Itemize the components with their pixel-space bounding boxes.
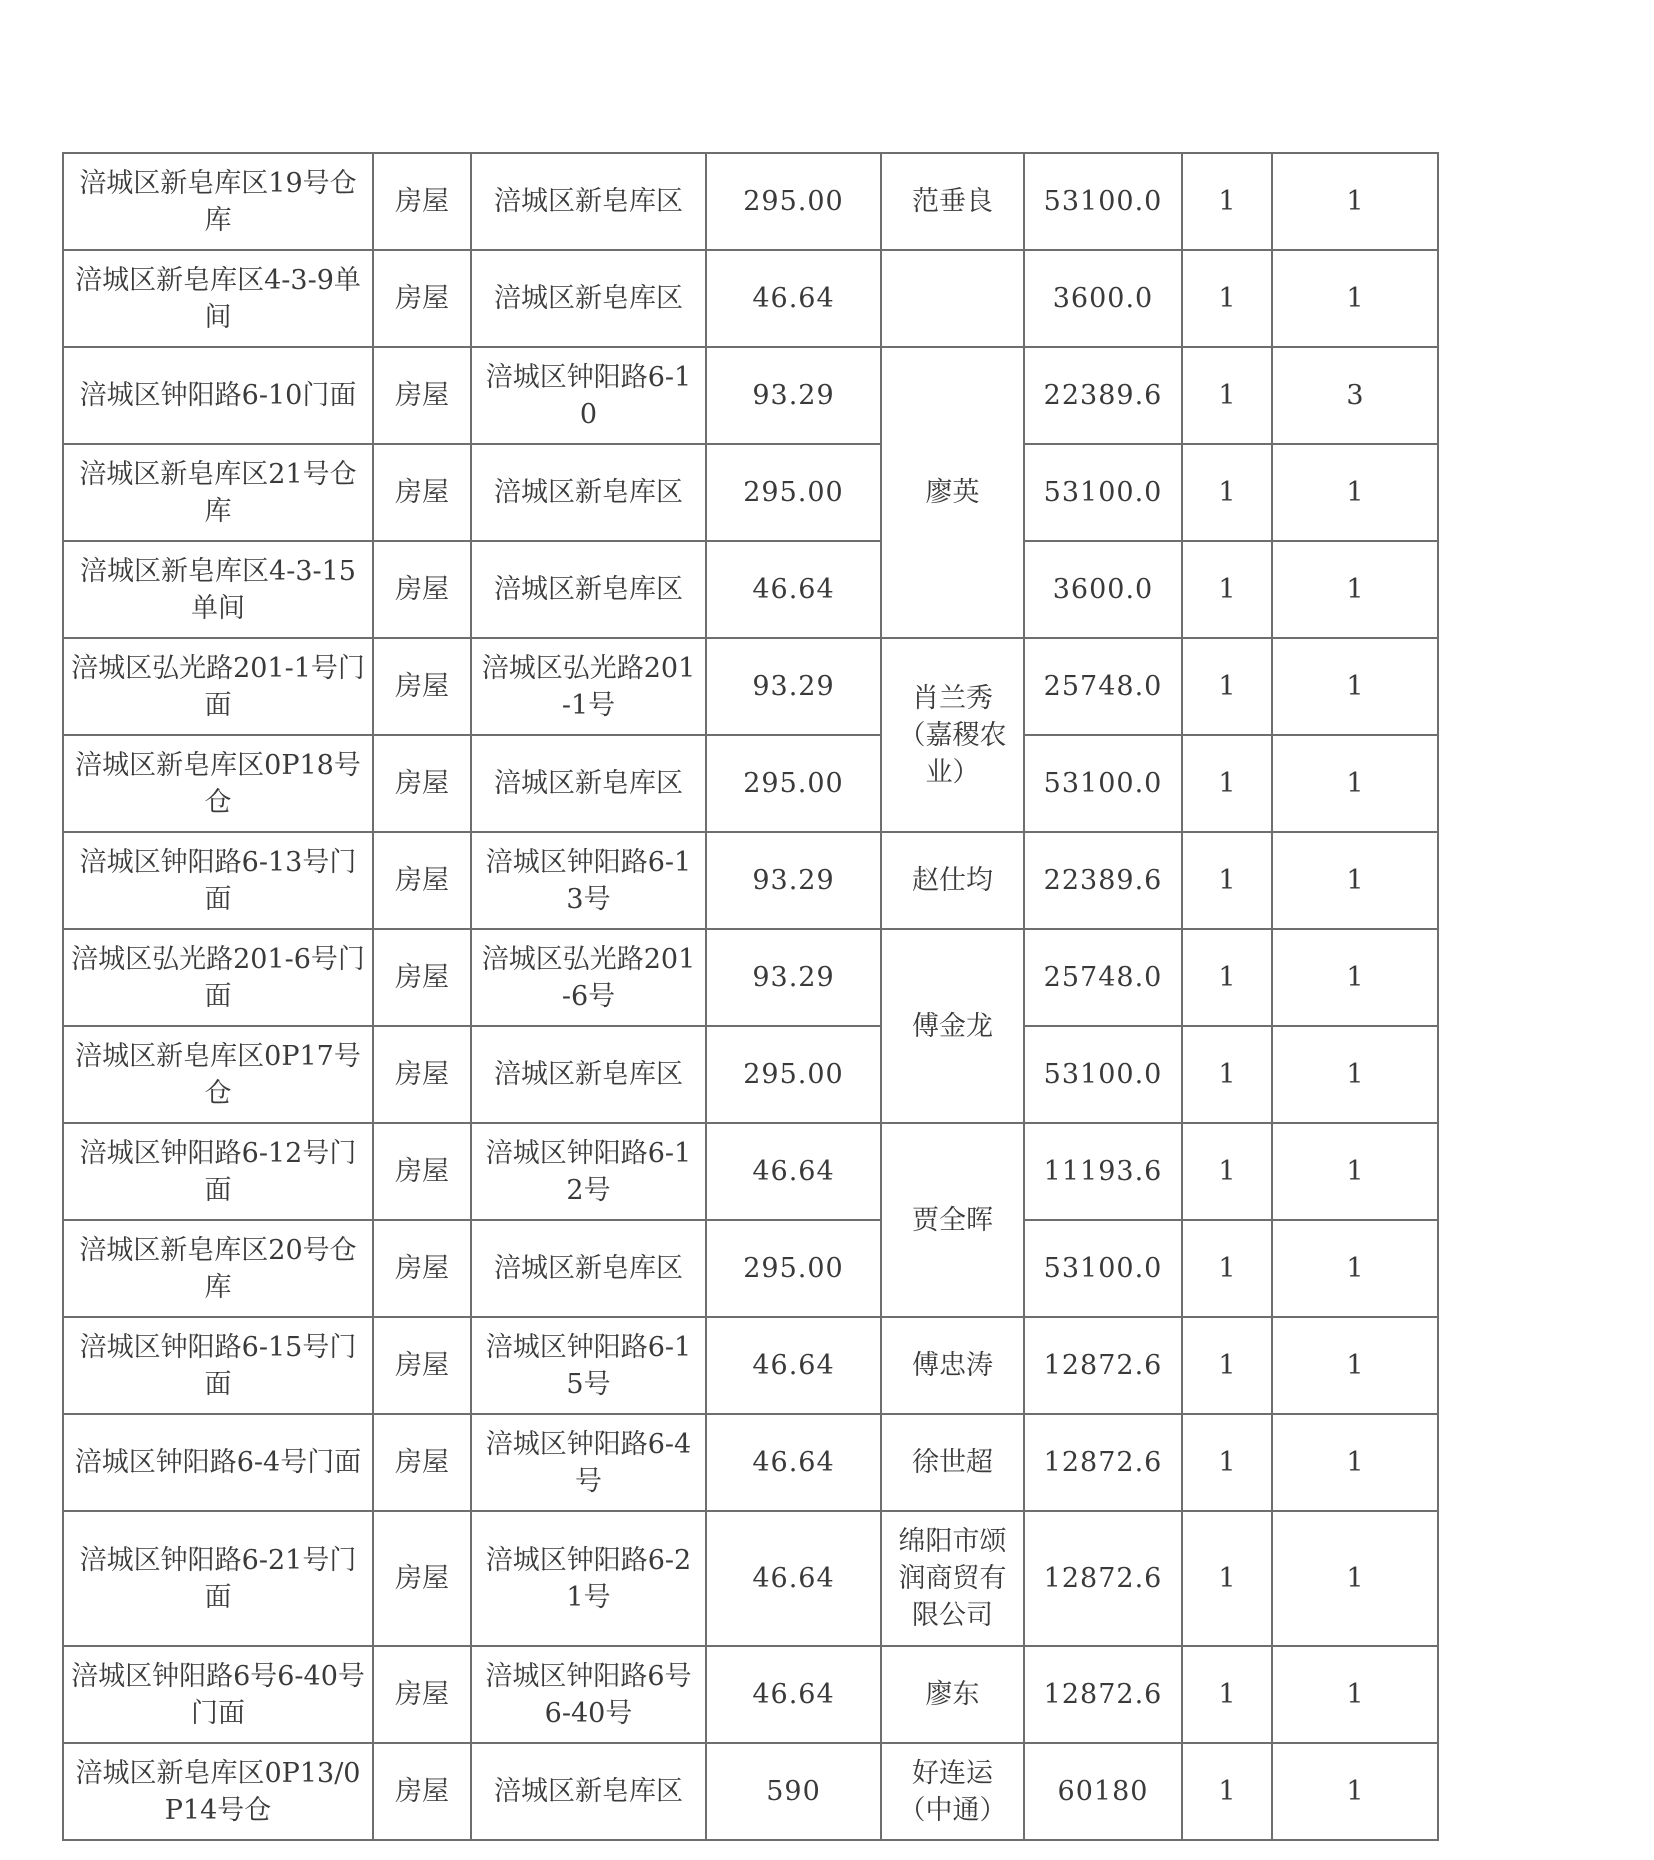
count-cell: 1 [1182,735,1272,832]
months-cell: 1 [1272,153,1438,250]
lessee-cell-empty [881,250,1024,347]
area-cell: 93.29 [706,347,881,444]
property-location-cell: 涪城区新皂库区 [471,735,706,832]
area-cell: 46.64 [706,1123,881,1220]
count-cell: 1 [1182,153,1272,250]
months-cell: 1 [1272,541,1438,638]
lessee-cell: 廖东 [881,1646,1024,1743]
table-row [63,1646,1438,1743]
property-type-cell: 房屋 [373,1220,471,1317]
property-type-cell: 房屋 [373,250,471,347]
area-cell: 46.64 [706,250,881,347]
table-row [63,1026,1438,1123]
count-cell: 1 [1182,1123,1272,1220]
table-row [63,1220,1438,1317]
area-cell: 93.29 [706,929,881,1026]
months-cell: 1 [1272,1414,1438,1511]
property-type-cell: 房屋 [373,735,471,832]
table-row [63,250,1438,347]
lessee-cell: 赵仕均 [881,832,1024,929]
count-cell: 1 [1182,1646,1272,1743]
table-row [63,347,1438,444]
table-row [63,929,1438,1026]
property-type-cell: 房屋 [373,1026,471,1123]
value-cell: 53100.0 [1024,1026,1182,1123]
property-name-cell: 涪城区钟阳路6号6-40号门面 [63,1646,373,1743]
property-location-cell: 涪城区钟阳路6-13号 [471,832,706,929]
property-type-cell: 房屋 [373,541,471,638]
months-cell: 1 [1272,1646,1438,1743]
months-cell: 1 [1272,1511,1438,1646]
property-type-cell: 房屋 [373,153,471,250]
property-type-cell: 房屋 [373,1317,471,1414]
property-name-cell: 涪城区钟阳路6-12号门面 [63,1123,373,1220]
value-cell: 53100.0 [1024,735,1182,832]
property-type-cell: 房屋 [373,1414,471,1511]
property-lease-table [62,152,1439,1841]
value-cell: 60180 [1024,1743,1182,1840]
area-cell: 93.29 [706,832,881,929]
property-name-cell: 涪城区钟阳路6-13号门面 [63,832,373,929]
property-location-cell: 涪城区钟阳路6-10 [471,347,706,444]
area-cell: 295.00 [706,444,881,541]
value-cell: 12872.6 [1024,1317,1182,1414]
table-row [63,1743,1438,1840]
property-location-cell: 涪城区新皂库区 [471,444,706,541]
property-name-cell: 涪城区新皂库区0P17号仓 [63,1026,373,1123]
property-name-cell: 涪城区新皂库区0P13/0P14号仓 [63,1743,373,1840]
count-cell: 1 [1182,638,1272,735]
lessee-cell: 廖英 [881,347,1024,638]
area-cell: 93.29 [706,638,881,735]
property-type-cell: 房屋 [373,1511,471,1646]
value-cell: 22389.6 [1024,347,1182,444]
count-cell: 1 [1182,1743,1272,1840]
area-cell: 46.64 [706,1511,881,1646]
property-type-cell: 房屋 [373,638,471,735]
property-name-cell: 涪城区钟阳路6-15号门面 [63,1317,373,1414]
table-row [63,153,1438,250]
table-row [63,444,1438,541]
count-cell: 1 [1182,1414,1272,1511]
area-cell: 590 [706,1743,881,1840]
property-type-cell: 房屋 [373,1123,471,1220]
value-cell: 53100.0 [1024,444,1182,541]
table-row [63,735,1438,832]
table-row [63,1414,1438,1511]
count-cell: 1 [1182,444,1272,541]
count-cell: 1 [1182,929,1272,1026]
property-location-cell: 涪城区新皂库区 [471,1026,706,1123]
property-location-cell: 涪城区弘光路201-6号 [471,929,706,1026]
table-row [63,1317,1438,1414]
value-cell: 25748.0 [1024,638,1182,735]
table-row [63,832,1438,929]
value-cell: 53100.0 [1024,1220,1182,1317]
value-cell: 12872.6 [1024,1511,1182,1646]
property-name-cell: 涪城区钟阳路6-4号门面 [63,1414,373,1511]
months-cell: 1 [1272,1123,1438,1220]
property-type-cell: 房屋 [373,347,471,444]
area-cell: 295.00 [706,1220,881,1317]
lessee-cell: 傅忠涛 [881,1317,1024,1414]
area-cell: 46.64 [706,1646,881,1743]
count-cell: 1 [1182,250,1272,347]
value-cell: 12872.6 [1024,1646,1182,1743]
property-type-cell: 房屋 [373,832,471,929]
property-name-cell: 涪城区新皂库区0P18号仓 [63,735,373,832]
property-name-cell: 涪城区新皂库区19号仓库 [63,153,373,250]
property-location-cell: 涪城区钟阳路6-12号 [471,1123,706,1220]
property-location-cell: 涪城区钟阳路6号6-40号 [471,1646,706,1743]
property-location-cell: 涪城区新皂库区 [471,1743,706,1840]
months-cell: 1 [1272,444,1438,541]
property-location-cell: 涪城区钟阳路6-21号 [471,1511,706,1646]
value-cell: 3600.0 [1024,250,1182,347]
property-location-cell: 涪城区弘光路201-1号 [471,638,706,735]
lessee-cell: 好连运（中通） [881,1743,1024,1840]
area-cell: 46.64 [706,541,881,638]
count-cell: 1 [1182,1026,1272,1123]
table-row [63,638,1438,735]
table-row [63,1123,1438,1220]
property-location-cell: 涪城区钟阳路6-15号 [471,1317,706,1414]
property-name-cell: 涪城区新皂库区4-3-9单间 [63,250,373,347]
area-cell: 295.00 [706,735,881,832]
property-name-cell: 涪城区新皂库区4-3-15单间 [63,541,373,638]
lessee-cell: 徐世超 [881,1414,1024,1511]
value-cell: 3600.0 [1024,541,1182,638]
months-cell: 1 [1272,832,1438,929]
property-type-cell: 房屋 [373,1743,471,1840]
property-location-cell: 涪城区钟阳路6-4号 [471,1414,706,1511]
value-cell: 25748.0 [1024,929,1182,1026]
property-location-cell: 涪城区新皂库区 [471,250,706,347]
count-cell: 1 [1182,1220,1272,1317]
property-location-cell: 涪城区新皂库区 [471,1220,706,1317]
property-name-cell: 涪城区弘光路201-6号门面 [63,929,373,1026]
value-cell: 53100.0 [1024,153,1182,250]
table-row [63,1511,1438,1646]
lessee-cell: 贾全晖 [881,1123,1024,1317]
count-cell: 1 [1182,1317,1272,1414]
property-type-cell: 房屋 [373,444,471,541]
lessee-cell: 范垂良 [881,153,1024,250]
months-cell: 1 [1272,1220,1438,1317]
property-name-cell: 涪城区新皂库区21号仓库 [63,444,373,541]
months-cell: 1 [1272,638,1438,735]
area-cell: 295.00 [706,1026,881,1123]
months-cell: 1 [1272,1743,1438,1840]
property-name-cell: 涪城区钟阳路6-21号门面 [63,1511,373,1646]
lessee-cell: 傅金龙 [881,929,1024,1123]
value-cell: 11193.6 [1024,1123,1182,1220]
property-location-cell: 涪城区新皂库区 [471,541,706,638]
count-cell: 1 [1182,1511,1272,1646]
property-name-cell: 涪城区新皂库区20号仓库 [63,1220,373,1317]
lessee-cell: 绵阳市颂润商贸有限公司 [881,1511,1024,1646]
property-type-cell: 房屋 [373,1646,471,1743]
months-cell: 1 [1272,1026,1438,1123]
property-type-cell: 房屋 [373,929,471,1026]
count-cell: 1 [1182,541,1272,638]
count-cell: 1 [1182,347,1272,444]
months-cell: 3 [1272,347,1438,444]
property-name-cell: 涪城区弘光路201-1号门面 [63,638,373,735]
count-cell: 1 [1182,832,1272,929]
area-cell: 46.64 [706,1414,881,1511]
value-cell: 22389.6 [1024,832,1182,929]
lessee-cell: 肖兰秀（嘉稷农业） [881,638,1024,832]
area-cell: 46.64 [706,1317,881,1414]
property-name-cell: 涪城区钟阳路6-10门面 [63,347,373,444]
area-cell: 295.00 [706,153,881,250]
months-cell: 1 [1272,735,1438,832]
months-cell: 1 [1272,1317,1438,1414]
table-row [63,541,1438,638]
months-cell: 1 [1272,929,1438,1026]
value-cell: 12872.6 [1024,1414,1182,1511]
property-location-cell: 涪城区新皂库区 [471,153,706,250]
months-cell: 1 [1272,250,1438,347]
